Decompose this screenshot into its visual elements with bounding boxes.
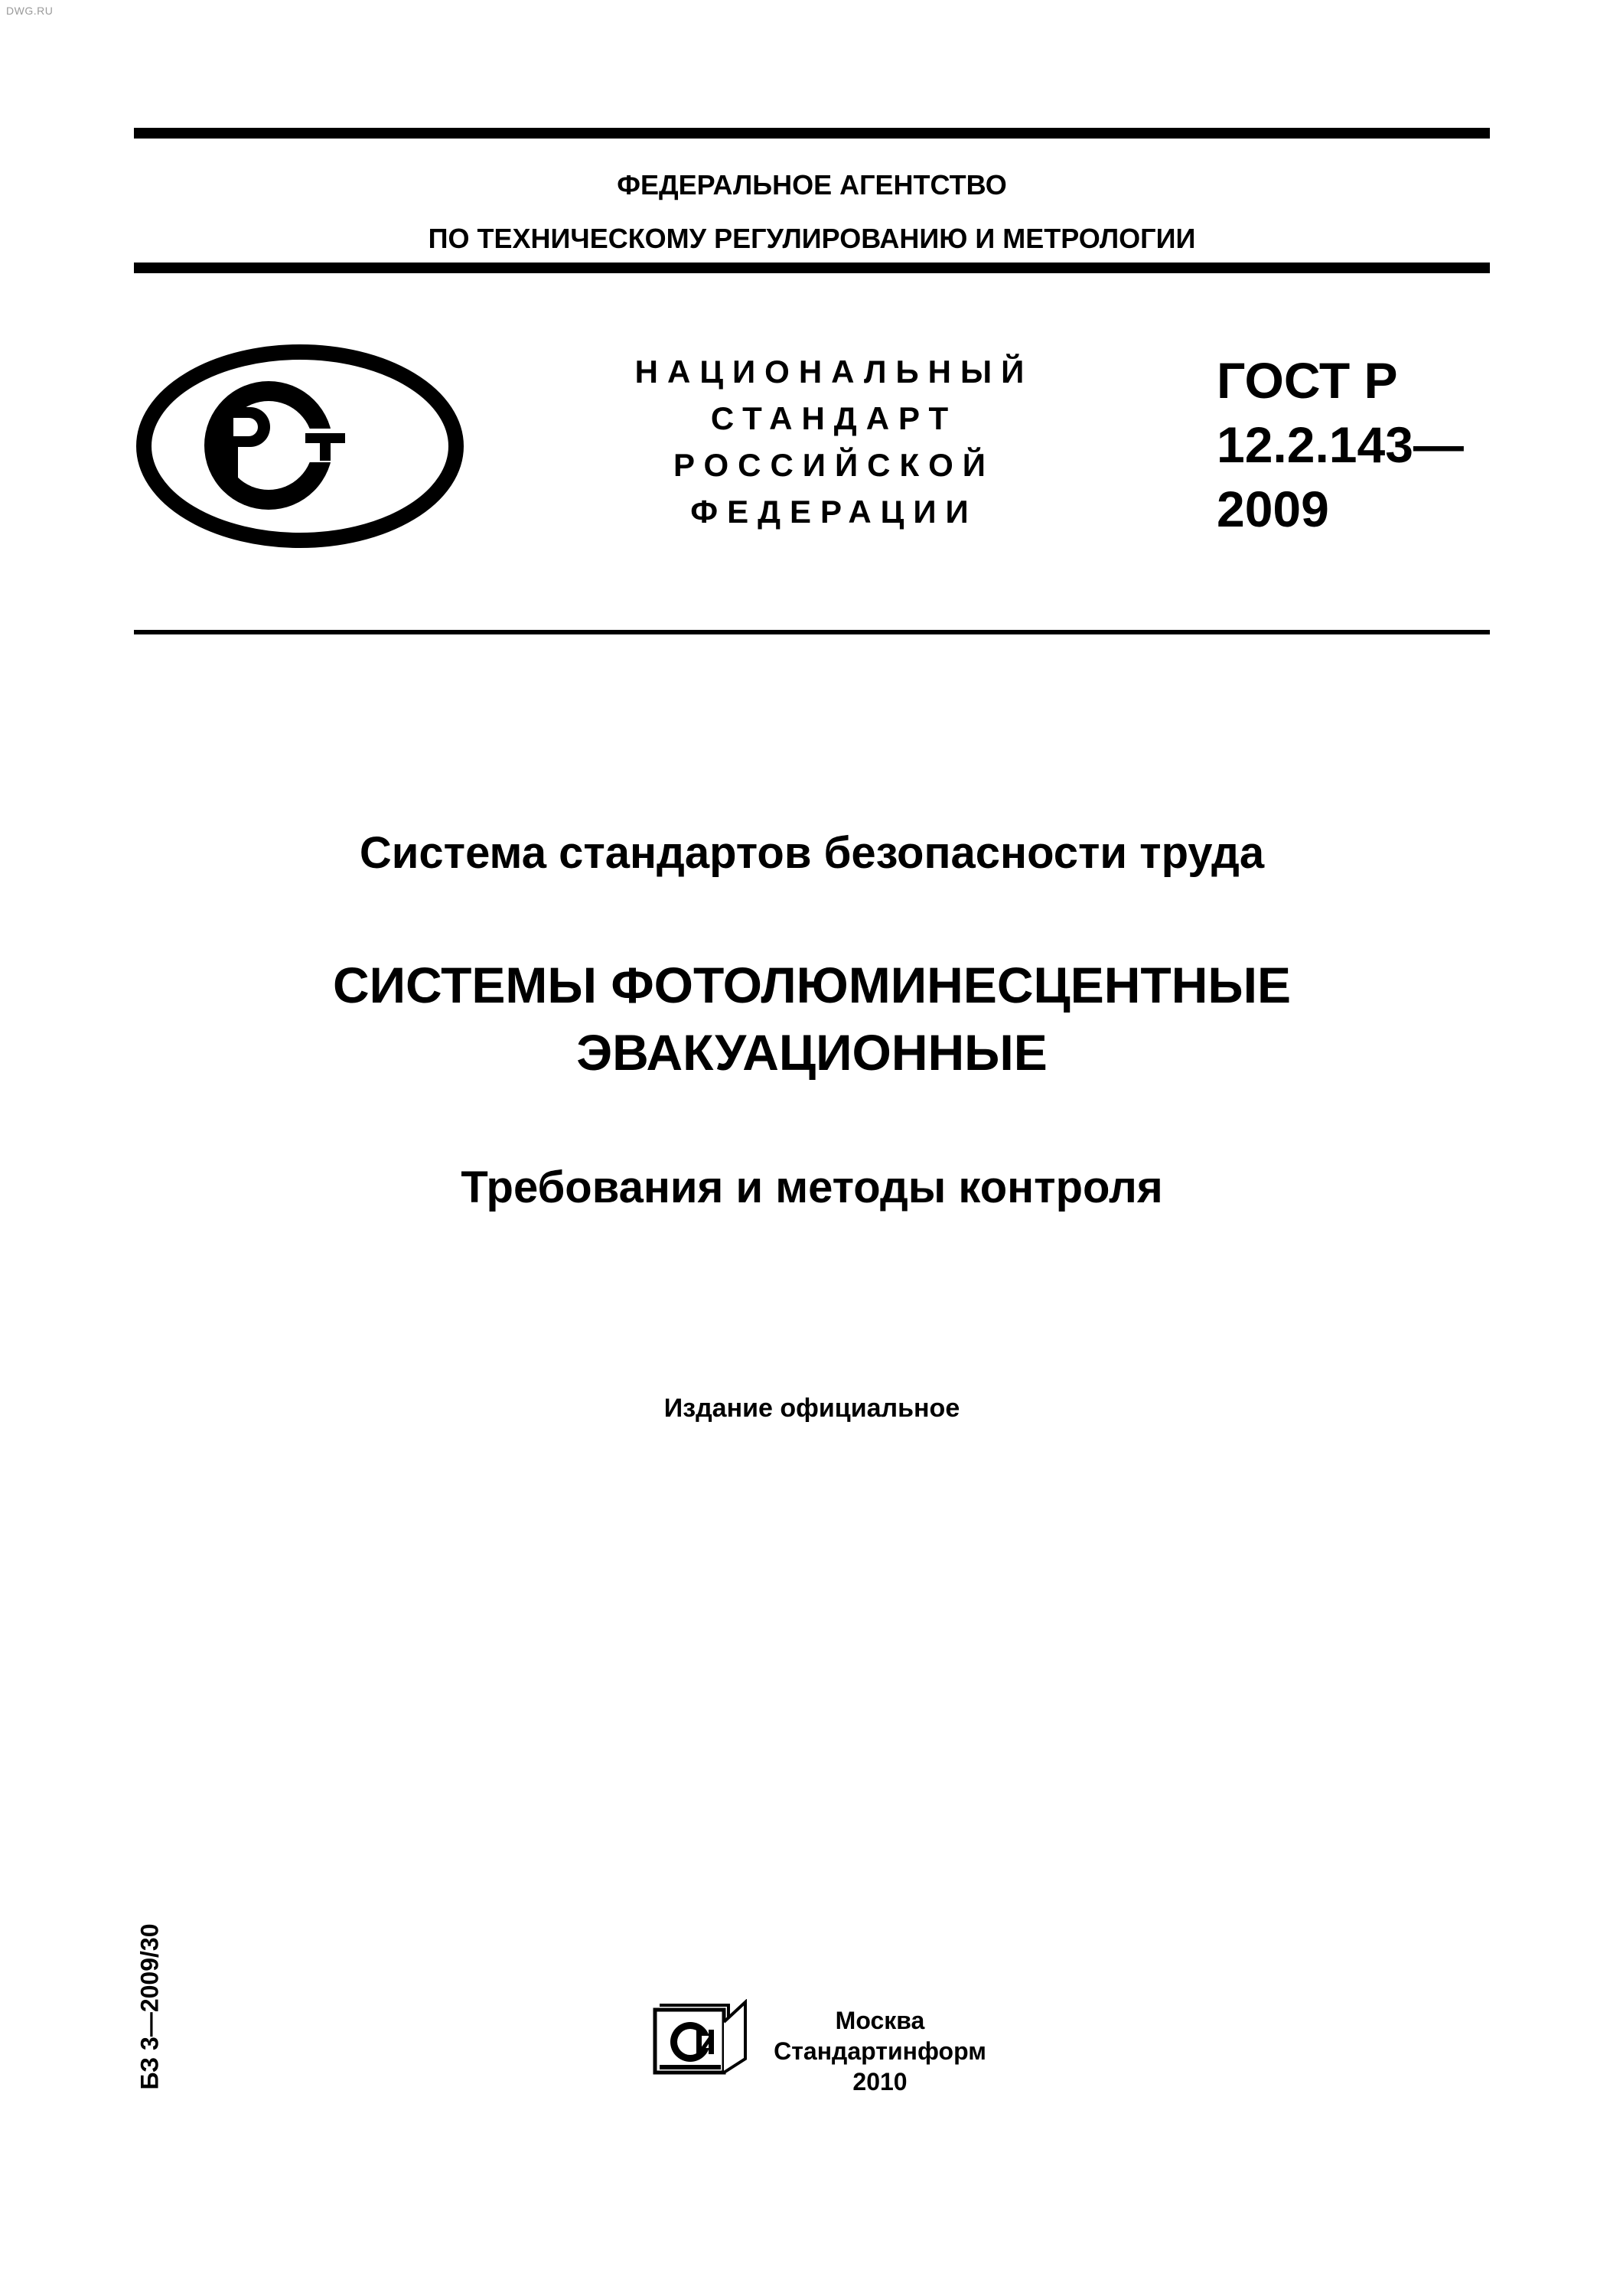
standartinform-logo-icon	[650, 1999, 748, 2077]
publisher-imprint	[758, 2005, 1002, 2097]
designation-line-2: 12.2.143—	[1217, 416, 1464, 473]
standard-type-line-3: РОССИЙСКОЙ	[673, 447, 995, 483]
watermark: DWG.RU	[6, 5, 54, 17]
masthead-bottom-rule	[134, 630, 1490, 634]
publisher-city: Москва	[835, 2007, 925, 2034]
agency-header	[134, 158, 1490, 266]
designation-line-3: 2009	[1217, 481, 1329, 537]
agency-line-1: ФЕДЕРАЛЬНОЕ АГЕНТСТВО	[617, 169, 1007, 201]
rst-certification-mark-icon	[135, 343, 464, 550]
standard-type-line-4: ФЕДЕРАЦИИ	[690, 494, 978, 530]
designation-line-1: ГОСТ Р	[1217, 352, 1398, 409]
publisher-year: 2010	[852, 2068, 908, 2095]
main-title-line-1: СИСТЕМЫ ФОТОЛЮМИНЕСЦЕНТНЫЕ	[332, 957, 1292, 1013]
subtitle: Требования и методы контроля	[461, 1163, 1163, 1212]
standard-type-line-2: СТАНДАРТ	[710, 400, 958, 436]
standard-type	[612, 348, 1056, 535]
standard-type-line-1: НАЦИОНАЛЬНЫЙ	[634, 354, 1034, 390]
standard-designation	[1217, 348, 1464, 541]
side-code	[135, 1923, 164, 2091]
edition-note: Издание официальное	[663, 1394, 960, 1423]
publisher-name: Стандартинформ	[774, 2037, 986, 2065]
side-code-text: БЗ 3—2009/30	[135, 1923, 164, 2090]
main-title	[134, 951, 1490, 1086]
agency-line-2: ПО ТЕХНИЧЕСКОМУ РЕГУЛИРОВАНИЮ И МЕТРОЛОГИИ	[428, 223, 1196, 254]
series-title: Система стандартов безопасности труда	[359, 828, 1265, 878]
top-rule	[134, 128, 1490, 139]
header-bottom-rule	[134, 263, 1490, 273]
main-title-line-2: ЭВАКУАЦИОННЫЕ	[576, 1024, 1048, 1081]
